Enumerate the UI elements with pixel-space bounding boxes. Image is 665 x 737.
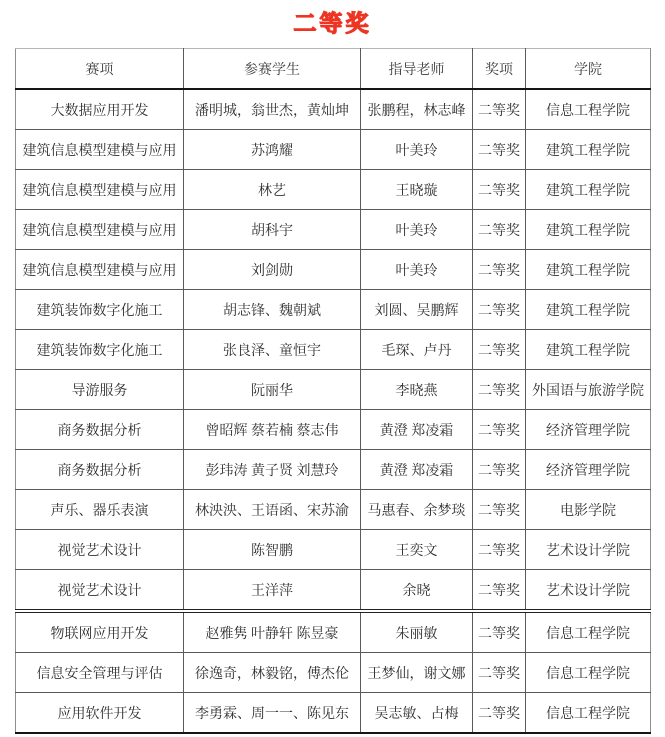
table-row — [16, 89, 651, 130]
table-row — [16, 290, 651, 330]
table-row — [16, 210, 651, 250]
cell-students: 彭玮涛 黄子贤 刘慧玲 — [184, 450, 361, 490]
table-row — [16, 611, 651, 653]
cell-students: 苏鸿耀 — [184, 130, 361, 170]
cell-award: 二等奖 — [473, 611, 526, 653]
cell-teachers: 张鹏程，林志峰 — [361, 89, 473, 130]
cell-award: 二等奖 — [473, 170, 526, 210]
cell-students: 胡科宇 — [184, 210, 361, 250]
cell-award: 二等奖 — [473, 450, 526, 490]
cell-teachers: 余晓 — [361, 570, 473, 612]
cell-college: 经济管理学院 — [526, 410, 651, 450]
cell-award: 二等奖 — [473, 130, 526, 170]
cell-college: 建筑工程学院 — [526, 250, 651, 290]
cell-award: 二等奖 — [473, 530, 526, 570]
cell-college: 艺术设计学院 — [526, 530, 651, 570]
cell-teachers: 吴志敏、占梅 — [361, 693, 473, 734]
cell-award: 二等奖 — [473, 370, 526, 410]
cell-competition: 建筑信息模型建模与应用 — [16, 170, 184, 210]
table-row — [16, 170, 651, 210]
column-header-teachers: 指导老师 — [361, 49, 473, 90]
cell-college: 信息工程学院 — [526, 653, 651, 693]
cell-college: 信息工程学院 — [526, 611, 651, 653]
cell-competition: 建筑信息模型建模与应用 — [16, 210, 184, 250]
cell-teachers: 马惠春、余梦琰 — [361, 490, 473, 530]
cell-competition: 商务数据分析 — [16, 410, 184, 450]
cell-college: 建筑工程学院 — [526, 290, 651, 330]
cell-competition: 建筑信息模型建模与应用 — [16, 250, 184, 290]
cell-teachers: 叶美玲 — [361, 210, 473, 250]
cell-students: 曾昭辉 蔡若楠 蔡志伟 — [184, 410, 361, 450]
cell-teachers: 黄澄 郑凌霜 — [361, 410, 473, 450]
cell-students: 胡志锋、魏朝斌 — [184, 290, 361, 330]
cell-award: 二等奖 — [473, 210, 526, 250]
cell-award: 二等奖 — [473, 250, 526, 290]
cell-competition: 视觉艺术设计 — [16, 530, 184, 570]
page-title: 二等奖 — [293, 11, 372, 36]
cell-competition: 大数据应用开发 — [16, 89, 184, 130]
cell-teachers: 叶美玲 — [361, 250, 473, 290]
cell-college: 电影学院 — [526, 490, 651, 530]
table-row — [16, 130, 651, 170]
cell-award: 二等奖 — [473, 693, 526, 734]
cell-competition: 建筑装饰数字化施工 — [16, 330, 184, 370]
cell-students: 赵雅隽 叶静轩 陈昱豪 — [184, 611, 361, 653]
cell-award: 二等奖 — [473, 570, 526, 612]
cell-competition: 信息安全管理与评估 — [16, 653, 184, 693]
column-header-college: 学院 — [526, 49, 651, 90]
table-row — [16, 693, 651, 734]
cell-students: 林艺 — [184, 170, 361, 210]
table-row — [16, 490, 651, 530]
column-header-students: 参赛学生 — [184, 49, 361, 90]
cell-competition: 声乐、器乐表演 — [16, 490, 184, 530]
column-header-competition: 赛项 — [16, 49, 184, 90]
cell-teachers: 王梦仙，谢文娜 — [361, 653, 473, 693]
column-header-award: 奖项 — [473, 49, 526, 90]
table-row — [16, 530, 651, 570]
cell-competition: 商务数据分析 — [16, 450, 184, 490]
cell-students: 阮丽华 — [184, 370, 361, 410]
cell-college: 建筑工程学院 — [526, 170, 651, 210]
cell-students: 陈智鹏 — [184, 530, 361, 570]
cell-college: 经济管理学院 — [526, 450, 651, 490]
cell-competition: 导游服务 — [16, 370, 184, 410]
table-row — [16, 370, 651, 410]
cell-students: 潘明城，翁世杰，黄灿坤 — [184, 89, 361, 130]
cell-college: 艺术设计学院 — [526, 570, 651, 612]
cell-students: 王洋萍 — [184, 570, 361, 612]
cell-students: 刘剑勋 — [184, 250, 361, 290]
cell-college: 外国语与旅游学院 — [526, 370, 651, 410]
cell-teachers: 王奕文 — [361, 530, 473, 570]
cell-teachers: 王晓璇 — [361, 170, 473, 210]
cell-students: 张良泽、童恒宇 — [184, 330, 361, 370]
table-header — [16, 49, 651, 90]
cell-competition: 物联网应用开发 — [16, 611, 184, 653]
table-row — [16, 450, 651, 490]
cell-teachers: 叶美玲 — [361, 130, 473, 170]
table-body — [16, 89, 651, 733]
cell-college: 建筑工程学院 — [526, 330, 651, 370]
table-row — [16, 570, 651, 612]
cell-college: 建筑工程学院 — [526, 130, 651, 170]
cell-teachers: 刘圆、吴鹏辉 — [361, 290, 473, 330]
cell-competition: 建筑装饰数字化施工 — [16, 290, 184, 330]
cell-competition: 应用软件开发 — [16, 693, 184, 734]
cell-teachers: 毛琛、卢丹 — [361, 330, 473, 370]
cell-teachers: 朱丽敏 — [361, 611, 473, 653]
cell-award: 二等奖 — [473, 490, 526, 530]
table-row — [16, 653, 651, 693]
header-row — [16, 49, 651, 90]
cell-award: 二等奖 — [473, 653, 526, 693]
cell-award: 二等奖 — [473, 290, 526, 330]
cell-teachers: 黄澄 郑凌霜 — [361, 450, 473, 490]
cell-award: 二等奖 — [473, 330, 526, 370]
cell-teachers: 李晓燕 — [361, 370, 473, 410]
cell-award: 二等奖 — [473, 410, 526, 450]
table-row — [16, 330, 651, 370]
cell-students: 李勇霖、周一一、陈见东 — [184, 693, 361, 734]
award-table — [15, 48, 651, 734]
cell-college: 信息工程学院 — [526, 89, 651, 130]
cell-competition: 建筑信息模型建模与应用 — [16, 130, 184, 170]
table-row — [16, 250, 651, 290]
cell-college: 建筑工程学院 — [526, 210, 651, 250]
cell-award: 二等奖 — [473, 89, 526, 130]
cell-students: 徐逸奇，林毅铭，傅杰伦 — [184, 653, 361, 693]
table-row — [16, 410, 651, 450]
cell-college: 信息工程学院 — [526, 693, 651, 734]
cell-students: 林泱泱、王语函、宋苏渝 — [184, 490, 361, 530]
cell-competition: 视觉艺术设计 — [16, 570, 184, 612]
